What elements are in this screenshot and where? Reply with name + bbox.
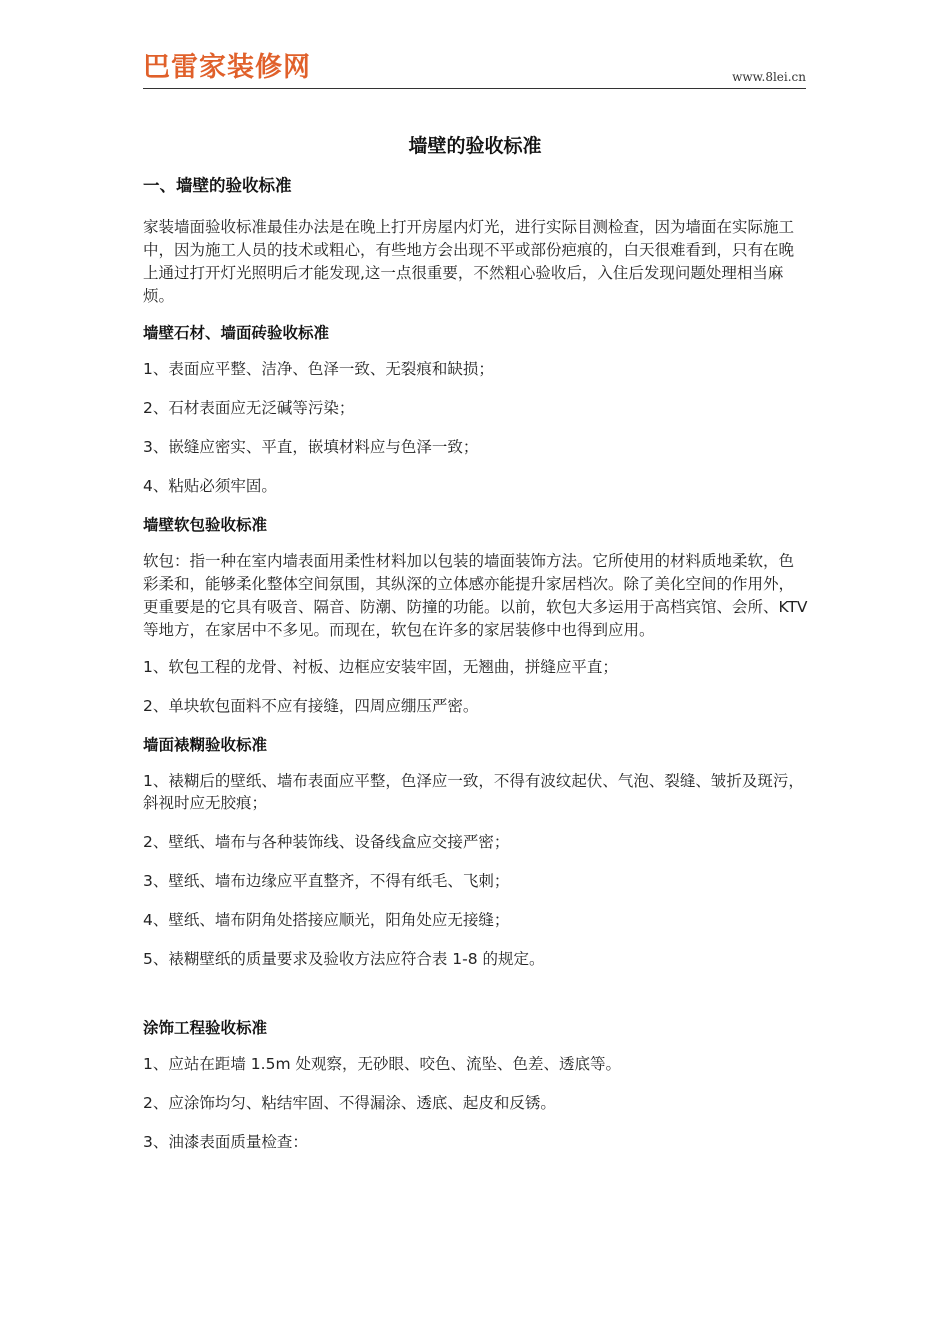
list-item: 4、壁纸、墙布阴角处搭接应顺光，阳角处应无接缝； [143,911,510,929]
list-item: 3、嵌缝应密实、平直，嵌填材料应与色泽一致； [143,438,479,456]
list-item: 5、裱糊壁纸的质量要求及验收方法应符合表 1-8 的规定。 [143,950,545,968]
soft-paragraph: 软包：指一种在室内墙表面用柔性材料加以包装的墙面装饰方法。它所使用的材料质地柔软，色彩柔和，能够柔化整体空间氛围，其纵深的立体感亦能提升家居档次。除了美化空间的作用外，更重要是的它具有吸音、隔音、防潮、防撞的功能。以前，软包大多运用于高档宾馆、会所、KTV 等地方，在家居中不多见。而现在，软包在许多的家居装修中也得到应用。 [143,552,808,639]
stone-heading: 墙壁石材、墙面砖验收标准 [143,324,330,342]
list-item: 2、壁纸、墙布与各种装饰线、设备线盒应交接严密； [143,833,510,851]
list-item: 1、应站在距墙 1.5m 处观察，无砂眼、咬色、流坠、色差、透底等。 [143,1055,621,1073]
list-item: 1、表面应平整、洁净、色泽一致、无裂痕和缺损； [143,360,494,378]
document-title: 墙壁的验收标准 [408,135,542,157]
site-logo[interactable]: 巴雷家装修网 [143,52,311,83]
document-body [143,172,808,1170]
section-heading: 一、墙壁的验收标准 [143,176,292,195]
list-item: 3、油漆表面质量检查： [143,1133,308,1151]
list-item: 2、石材表面应无泛碱等污染； [143,399,355,417]
page-header [143,50,806,89]
intro-paragraph: 家装墙面验收标准最佳办法是在晚上打开房屋内灯光，进行实际目测检查，因为墙面在实际施工中，因为施工人员的技术或粗心，有些地方会出现不平或部份疤痕的，白天很难看到，只有在晚上通过打开灯光照明后才能发现,这一点很重要，不然粗心验收后，入住后发现问题处理相当麻烦。 [143,218,795,305]
list-item: 2、应涂饰均匀、粘结牢固、不得漏涂、透底、起皮和反锈。 [143,1094,556,1112]
list-item: 1、软包工程的龙骨、衬板、边框应安装牢固，无翘曲，拼缝应平直； [143,658,618,676]
paint-heading: 涂饰工程验收标准 [143,1019,268,1037]
site-url[interactable]: www.8lei.cn [732,70,806,84]
list-item: 1、裱糊后的壁纸、墙布表面应平整，色泽应一致，不得有波纹起伏、气泡、裂缝、皱折及斑污，斜视时应无胶痕； [143,772,804,812]
list-item: 4、粘贴必须牢固。 [143,477,277,495]
soft-heading: 墙壁软包验收标准 [143,516,268,534]
wallpaper-heading: 墙面裱糊验收标准 [143,736,268,754]
list-item: 3、壁纸、墙布边缘应平直整齐，不得有纸毛、飞刺； [143,872,510,890]
spacer [143,987,808,1017]
list-item: 2、单块软包面料不应有接缝，四周应绷压严密。 [143,697,479,715]
